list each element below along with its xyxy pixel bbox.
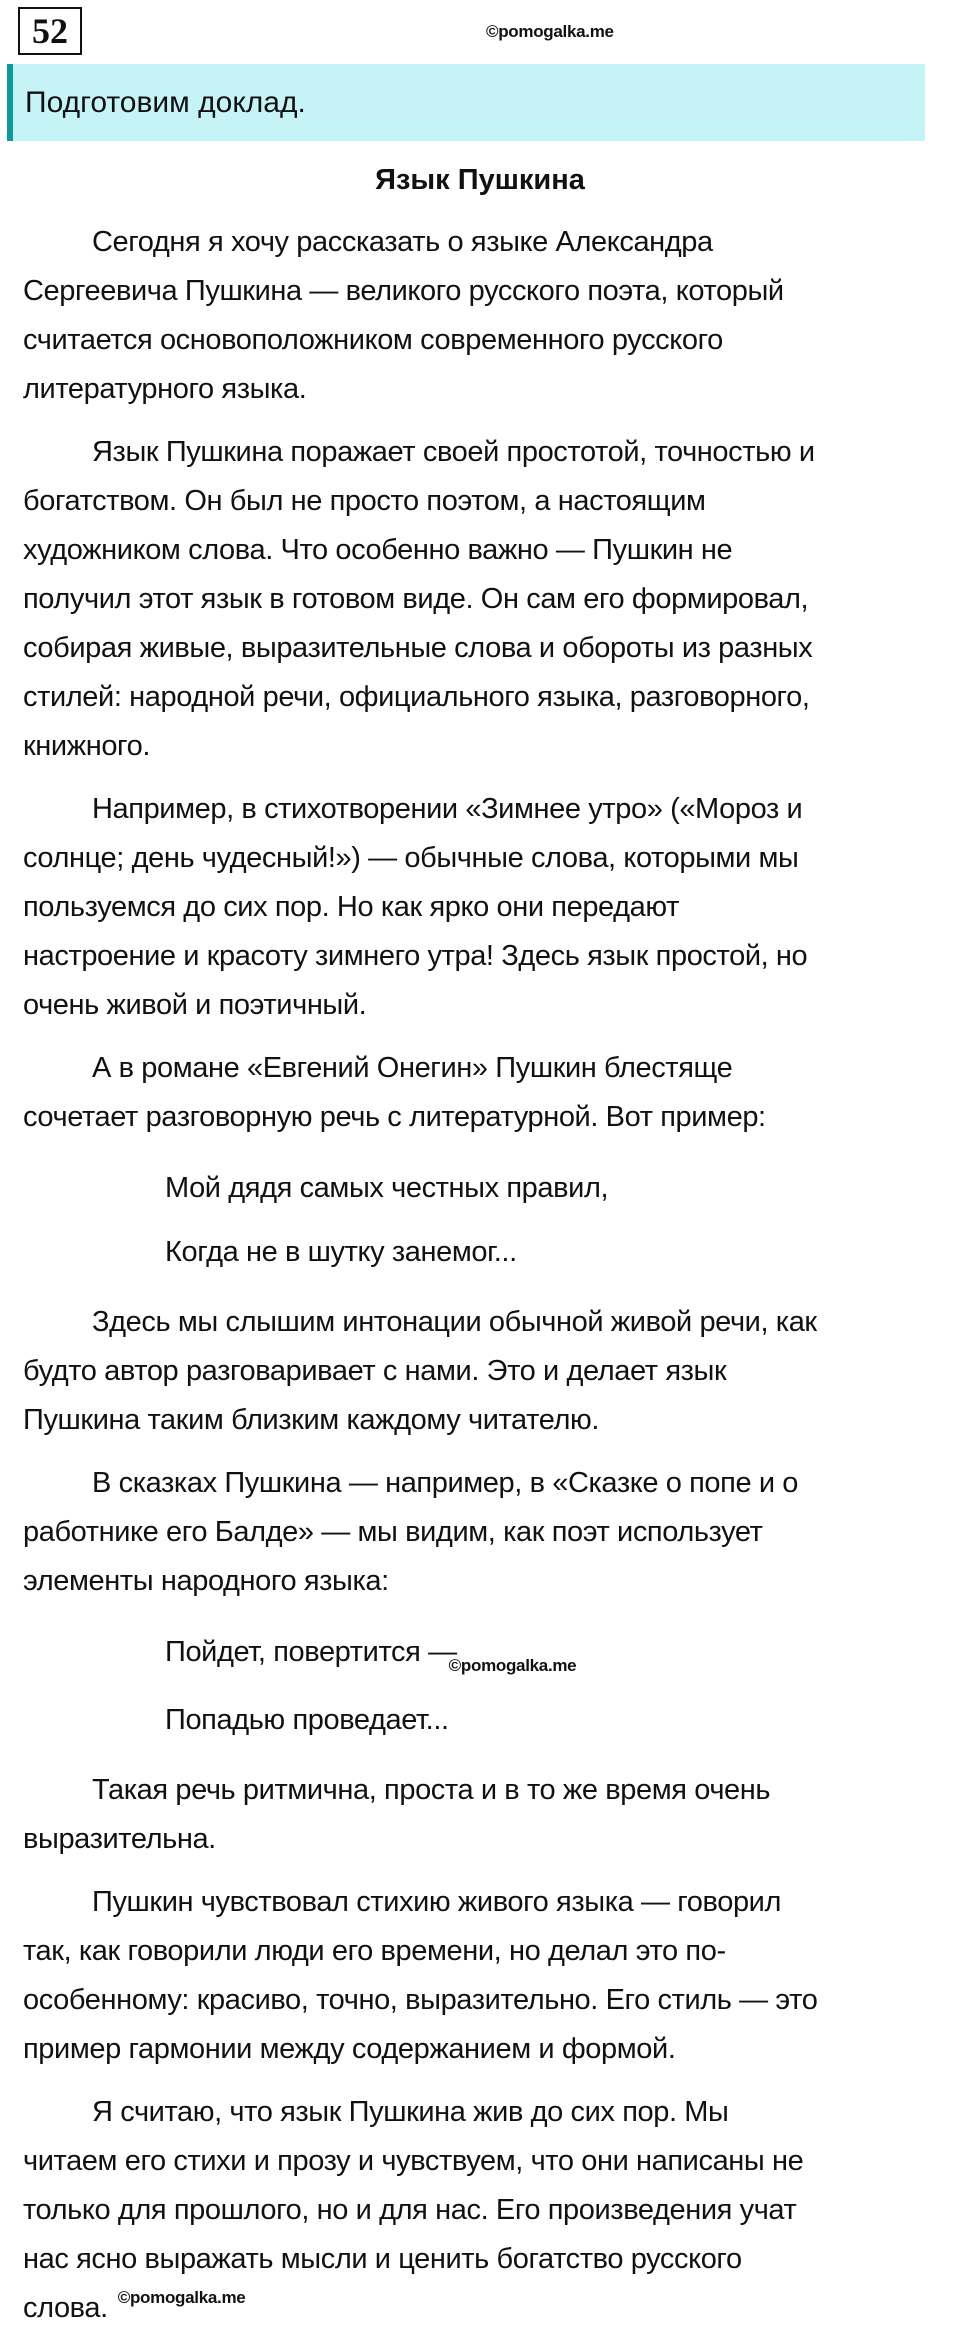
text-line bbox=[23, 932, 943, 981]
task-number: 52 bbox=[18, 7, 82, 55]
line-text: настроение и красоту зимнего утра! Здесь язык простой, но bbox=[23, 940, 808, 972]
line-text: Пушкина таким близким каждому читателю. bbox=[23, 1404, 599, 1436]
text-line bbox=[23, 2025, 943, 2074]
text-line bbox=[23, 981, 943, 1030]
text-line bbox=[23, 1688, 943, 1752]
text-line bbox=[23, 526, 943, 575]
watermark: ©pomogalka.me bbox=[117, 2288, 246, 2307]
text-line bbox=[23, 428, 943, 477]
line-text: солнце; день чудесный!») — обычные слова, которыми мы bbox=[23, 842, 799, 874]
line-text: нас ясно выражать мысли и ценить богатство русского bbox=[23, 2243, 742, 2275]
line-text: элементы народного языка: bbox=[23, 1565, 389, 1597]
text-line bbox=[23, 267, 943, 316]
text-line bbox=[23, 1396, 943, 1445]
text-line bbox=[23, 316, 943, 365]
text-line bbox=[23, 477, 943, 526]
text-line bbox=[23, 1927, 943, 1976]
line-text: выразительна. bbox=[23, 1823, 216, 1855]
text-line bbox=[23, 883, 943, 932]
text-line bbox=[23, 1156, 943, 1220]
essay-body bbox=[23, 218, 943, 2350]
line-text: Язык Пушкина поражает своей простотой, точностью и bbox=[92, 436, 815, 468]
line-text: работнике его Балде» — мы видим, как поэт использует bbox=[23, 1516, 763, 1548]
line-text: богатством. Он был не просто поэтом, а настоящим bbox=[23, 485, 706, 517]
text-line bbox=[23, 1620, 943, 1688]
line-text: сочетает разговорную речь с литературной. Вот пример: bbox=[23, 1101, 766, 1133]
text-line bbox=[23, 2284, 943, 2336]
text-line bbox=[23, 365, 943, 414]
line-text: Попадью проведает... bbox=[165, 1704, 449, 1736]
text-line bbox=[23, 218, 943, 267]
text-line bbox=[23, 1220, 943, 1284]
task-banner bbox=[7, 64, 925, 141]
text-line bbox=[23, 1298, 943, 1347]
text-line bbox=[23, 2235, 943, 2284]
line-text: художником слова. Что особенно важно — Пушкин не bbox=[23, 534, 733, 566]
line-text: очень живой и поэтичный. bbox=[23, 989, 367, 1021]
text-line bbox=[23, 722, 943, 771]
text-line bbox=[23, 2088, 943, 2137]
poem-quote bbox=[23, 1620, 943, 1752]
text-line bbox=[23, 2137, 943, 2186]
line-text: Сергеевича Пушкина — великого русского поэта, который bbox=[23, 275, 784, 307]
line-text: будто автор разговаривает с нами. Это и делает язык bbox=[23, 1355, 727, 1387]
line-text: Я считаю, что язык Пушкина жив до сих пор. Мы bbox=[92, 2096, 729, 2128]
text-line bbox=[23, 1347, 943, 1396]
paragraph bbox=[23, 1298, 943, 1445]
line-text: слова. bbox=[23, 2292, 108, 2324]
text-line bbox=[23, 1766, 943, 1815]
line-text: В сказках Пушкина — например, в «Сказке о попе и о bbox=[92, 1467, 799, 1499]
line-text: литературного языка. bbox=[23, 373, 307, 405]
line-text: Когда не в шутку занемог... bbox=[165, 1236, 517, 1268]
text-line bbox=[23, 2186, 943, 2235]
line-text: Пойдет, повертится — bbox=[165, 1636, 457, 1668]
line-text: только для прошлого, но и для нас. Его произведения учат bbox=[23, 2194, 797, 2226]
line-text: особенному: красиво, точно, выразительно. Его стиль — это bbox=[23, 1984, 818, 2016]
line-text: читаем его стихи и прозу и чувствуем, что они написаны не bbox=[23, 2145, 804, 2177]
paragraph bbox=[23, 1459, 943, 1606]
text-line bbox=[23, 1093, 943, 1142]
line-text: получил этот язык в готовом виде. Он сам его формировал, bbox=[23, 583, 809, 615]
text-line bbox=[23, 834, 943, 883]
line-text: Например, в стихотворении «Зимнее утро» («Мороз и bbox=[92, 793, 803, 825]
text-line bbox=[23, 575, 943, 624]
paragraph bbox=[23, 1878, 943, 2074]
text-line bbox=[23, 673, 943, 722]
watermark: ©pomogalka.me bbox=[448, 1656, 577, 1675]
paragraph bbox=[23, 785, 943, 1030]
text-line bbox=[23, 1508, 943, 1557]
line-text: книжного. bbox=[23, 730, 150, 762]
paragraph bbox=[23, 2088, 943, 2336]
text-line bbox=[23, 1557, 943, 1606]
line-text: так, как говорили люди его времени, но делал это по- bbox=[23, 1935, 726, 1967]
line-text: Здесь мы слышим интонации обычной живой речи, как bbox=[92, 1306, 817, 1338]
paragraph bbox=[23, 1044, 943, 1142]
text-line bbox=[23, 785, 943, 834]
line-text: Сегодня я хочу рассказать о языке Александра bbox=[92, 226, 713, 258]
text-line bbox=[23, 1878, 943, 1927]
line-text: А в романе «Евгений Онегин» Пушкин блестяще bbox=[92, 1052, 733, 1084]
watermark: ©pomogalka.me bbox=[486, 22, 614, 41]
text-line bbox=[23, 1044, 943, 1093]
poem-quote bbox=[23, 1156, 943, 1284]
paragraph bbox=[23, 218, 943, 414]
line-text: Мой дядя самых честных правил, bbox=[165, 1172, 609, 1204]
text-line bbox=[23, 624, 943, 673]
line-text: стилей: народной речи, официального языка, разговорного, bbox=[23, 681, 810, 713]
line-text: Пушкин чувствовал стихию живого языка — говорил bbox=[92, 1886, 781, 1918]
essay-title: Язык Пушкина bbox=[375, 164, 585, 196]
line-text: пользуемся до сих пор. Но как ярко они передают bbox=[23, 891, 679, 923]
line-text: считается основоположником современного русского bbox=[23, 324, 723, 356]
paragraph bbox=[23, 428, 943, 771]
paragraph bbox=[23, 1766, 943, 1864]
task-instruction: Подготовим доклад. bbox=[25, 86, 306, 119]
text-line bbox=[23, 1459, 943, 1508]
text-line bbox=[23, 1815, 943, 1864]
line-text: собирая живые, выразительные слова и обороты из разных bbox=[23, 632, 813, 664]
line-text: Такая речь ритмична, проста и в то же время очень bbox=[92, 1774, 771, 1806]
text-line bbox=[23, 1976, 943, 2025]
line-text: пример гармонии между содержанием и формой. bbox=[23, 2033, 676, 2065]
